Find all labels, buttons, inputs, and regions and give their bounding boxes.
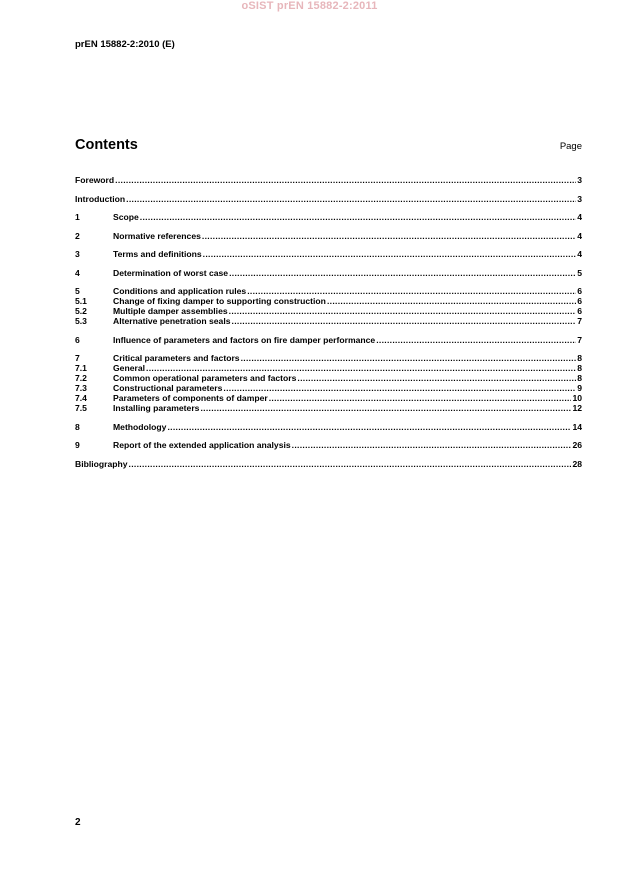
toc-entry-title: Methodology (113, 421, 167, 432)
toc-entry[interactable] (75, 440, 582, 450)
toc-entry[interactable] (75, 373, 582, 383)
toc-entry-page: 5 (577, 267, 582, 278)
toc-entry-leader (247, 286, 576, 296)
toc-entry[interactable] (75, 231, 582, 241)
toc-entry-number: 7.1 (75, 363, 87, 373)
table-of-contents (75, 175, 582, 469)
toc-entry-number: 7.2 (75, 373, 87, 383)
toc-entry-number: 4 (75, 267, 80, 278)
toc-entry[interactable] (75, 296, 582, 306)
toc-entry-number: 1 (75, 212, 80, 222)
page-column-label: Page (559, 141, 582, 152)
toc-entry-leader (376, 335, 576, 345)
toc-entry-page: 10 (572, 393, 582, 403)
toc-entry[interactable] (75, 286, 582, 296)
toc-entry[interactable] (75, 335, 582, 345)
toc-entry-title: Change of fixing damper to supporting construction (113, 296, 326, 306)
toc-entry-leader (200, 403, 571, 413)
toc-entry-title: Alternative penetration seals (113, 316, 231, 326)
toc-entry-title: Determination of worst case (113, 267, 229, 278)
toc-entry-page: 8 (577, 373, 582, 383)
toc-entry-number: 2 (75, 230, 80, 241)
toc-entry-number: 3 (75, 249, 80, 259)
toc-entry-title: Bibliography (75, 458, 128, 469)
toc-entry-leader (229, 306, 577, 316)
toc-entry[interactable] (75, 459, 582, 469)
toc-entry-page: 14 (572, 421, 582, 432)
toc-entry-leader (167, 422, 571, 432)
toc-entry-title: Common operational parameters and factors (113, 373, 297, 383)
toc-entry[interactable] (75, 194, 582, 204)
toc-entry[interactable] (75, 363, 582, 373)
toc-entry-title: Conditions and application rules (113, 286, 247, 296)
toc-entry-page: 12 (572, 403, 582, 413)
toc-entry-title: Foreword (75, 175, 115, 185)
toc-entry[interactable] (75, 306, 582, 316)
toc-entry-page: 7 (577, 316, 582, 326)
toc-entry[interactable] (75, 403, 582, 413)
toc-entry-title: Influence of parameters and factors on fire damper performance (113, 334, 376, 345)
toc-entry-leader (140, 212, 576, 222)
toc-entry[interactable] (75, 353, 582, 363)
toc-entry-page: 9 (577, 383, 582, 393)
toc-entry-page: 4 (577, 230, 582, 241)
document-id: prEN 15882-2:2010 (E) (75, 39, 175, 50)
toc-entry-leader (297, 373, 576, 383)
toc-entry-number: 6 (75, 334, 80, 345)
toc-entry-page: 3 (577, 175, 582, 185)
toc-entry-number: 7 (75, 353, 80, 363)
watermark: oSIST prEN 15882-2:2011 (241, 0, 378, 12)
toc-entry-number: 9 (75, 440, 80, 450)
toc-entry-title: Critical parameters and factors (113, 353, 240, 363)
toc-entry[interactable] (75, 212, 582, 222)
toc-entry-leader (202, 231, 576, 241)
toc-entry-title: Parameters of components of damper (113, 393, 268, 403)
toc-entry-page: 6 (577, 296, 582, 306)
toc-entry-title: General (113, 363, 146, 373)
toc-entry-number: 5.3 (75, 316, 87, 326)
toc-entry-leader (126, 194, 576, 204)
toc-entry-leader (129, 459, 572, 469)
toc-entry-page: 8 (577, 363, 582, 373)
toc-entry[interactable] (75, 316, 582, 326)
toc-entry-title: Normative references (113, 230, 201, 241)
toc-entry-number: 8 (75, 421, 80, 432)
toc-entry-title: Multiple damper assemblies (113, 306, 228, 316)
toc-entry[interactable] (75, 268, 582, 278)
toc-entry-page: 4 (577, 212, 582, 222)
toc-entry-leader (269, 393, 572, 403)
toc-entry-leader (232, 316, 577, 326)
toc-entry-number: 5 (75, 286, 80, 296)
toc-entry-title: Installing parameters (113, 403, 200, 413)
toc-entry-page: 4 (577, 249, 582, 259)
toc-entry[interactable] (75, 249, 582, 259)
toc-entry-page: 6 (577, 306, 582, 316)
toc-entry[interactable] (75, 175, 582, 185)
toc-entry-page: 7 (577, 334, 582, 345)
page-number: 2 (75, 817, 81, 828)
toc-entry-title: Introduction (75, 193, 126, 204)
toc-entry[interactable] (75, 422, 582, 432)
toc-entry-page: 28 (572, 458, 582, 469)
toc-entry-title: Terms and definitions (113, 249, 202, 259)
toc-entry[interactable] (75, 393, 582, 403)
toc-entry[interactable] (75, 383, 582, 393)
toc-entry-title: Scope (113, 212, 139, 222)
toc-entry-title: Constructional parameters (113, 383, 223, 393)
toc-entry-number: 5.1 (75, 296, 87, 306)
toc-entry-leader (203, 249, 577, 259)
contents-heading: Contents (75, 137, 138, 153)
toc-entry-leader (146, 363, 576, 373)
toc-entry-leader (229, 268, 576, 278)
toc-entry-page: 6 (577, 286, 582, 296)
toc-entry-title: Report of the extended application analysis (113, 440, 291, 450)
toc-entry-leader (115, 175, 576, 185)
toc-entry-leader (241, 353, 577, 363)
toc-entry-number: 7.3 (75, 383, 87, 393)
toc-entry-page: 8 (577, 353, 582, 363)
toc-entry-number: 5.2 (75, 306, 87, 316)
toc-entry-page: 26 (572, 440, 582, 450)
toc-entry-number: 7.4 (75, 393, 87, 403)
toc-entry-leader (292, 440, 572, 450)
toc-entry-page: 3 (577, 193, 582, 204)
toc-entry-leader (223, 383, 576, 393)
toc-entry-number: 7.5 (75, 403, 87, 413)
toc-entry-leader (327, 296, 576, 306)
